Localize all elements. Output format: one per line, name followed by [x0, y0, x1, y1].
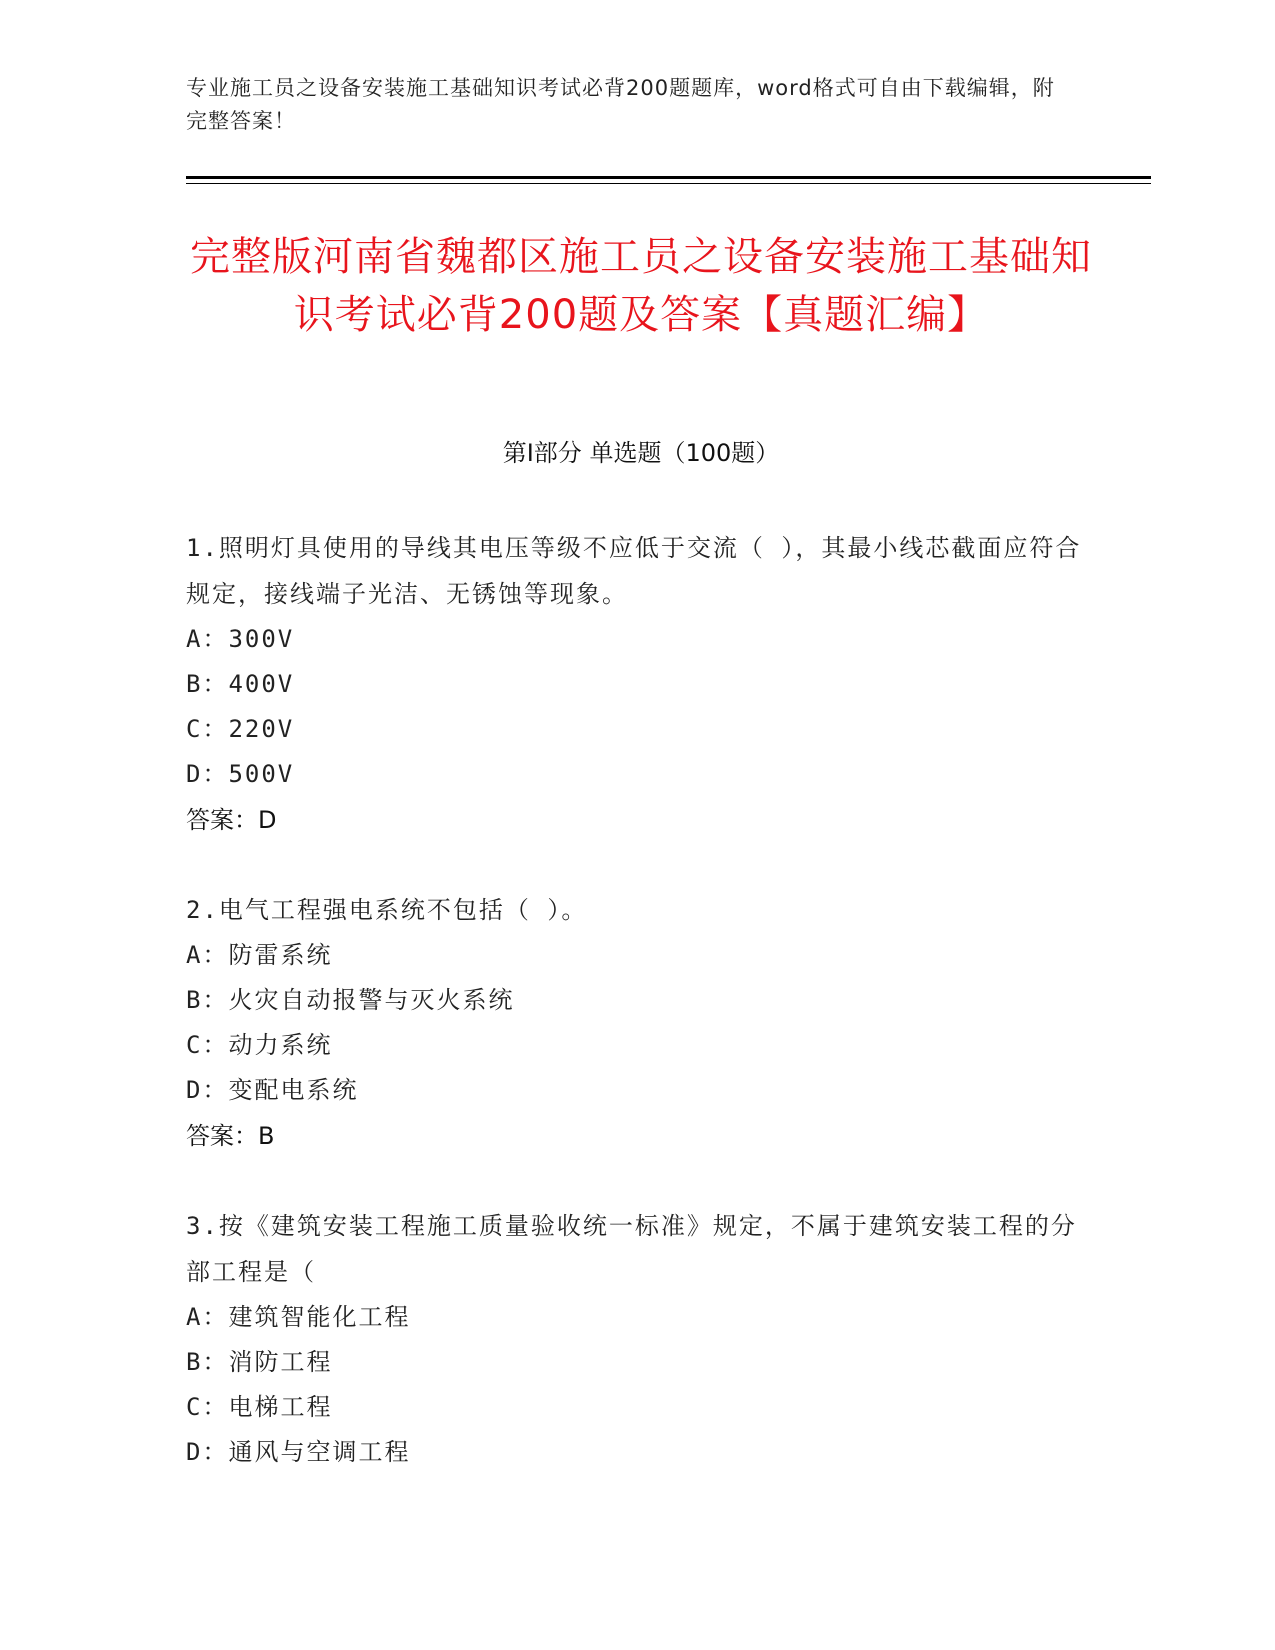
option-c: C：220V [186, 715, 295, 743]
option-d: D：500V [186, 760, 295, 788]
option-a: A：300V [186, 625, 295, 653]
option-b: B：400V [186, 670, 295, 698]
question-1 [186, 525, 1086, 843]
answer: 答案：D [186, 806, 277, 834]
section-title: 第I部分 单选题（100题） [502, 439, 780, 467]
answer: 答案：B [186, 1122, 275, 1150]
option-a: A：建筑智能化工程 [186, 1303, 411, 1331]
question-stem: 3.按《建筑安装工程施工质量验收统一标准》规定，不属于建筑安装工程的分部工程是（ [186, 1212, 1077, 1286]
question-2 [186, 887, 1086, 1159]
option-d: D：通风与空调工程 [186, 1438, 411, 1466]
question-stem: 1.照明灯具使用的导线其电压等级不应低于交流（ ），其最小线芯截面应符合规定，接线端子光洁、无锈蚀等现象。 [186, 534, 1082, 608]
option-b: B：消防工程 [186, 1348, 333, 1376]
option-c: C：电梯工程 [186, 1393, 333, 1421]
header-rule-thick [186, 176, 1151, 179]
option-b: B：火灾自动报警与灭火系统 [186, 986, 515, 1014]
header-rule-thin [186, 183, 1151, 184]
question-list [186, 525, 1086, 1519]
option-a: A：防雷系统 [186, 941, 333, 969]
option-c: C：动力系统 [186, 1031, 333, 1059]
question-3 [186, 1203, 1086, 1475]
document-title: 完整版河南省魏都区施工员之设备安装施工基础知识考试必背200题及答案【真题汇编】 [190, 234, 1092, 338]
option-d: D：变配电系统 [186, 1076, 359, 1104]
header-note: 专业施工员之设备安装施工基础知识考试必背200题题库，word格式可自由下载编辑，附完整答案！ [186, 76, 1055, 133]
question-stem: 2.电气工程强电系统不包括（ ）。 [186, 896, 588, 924]
